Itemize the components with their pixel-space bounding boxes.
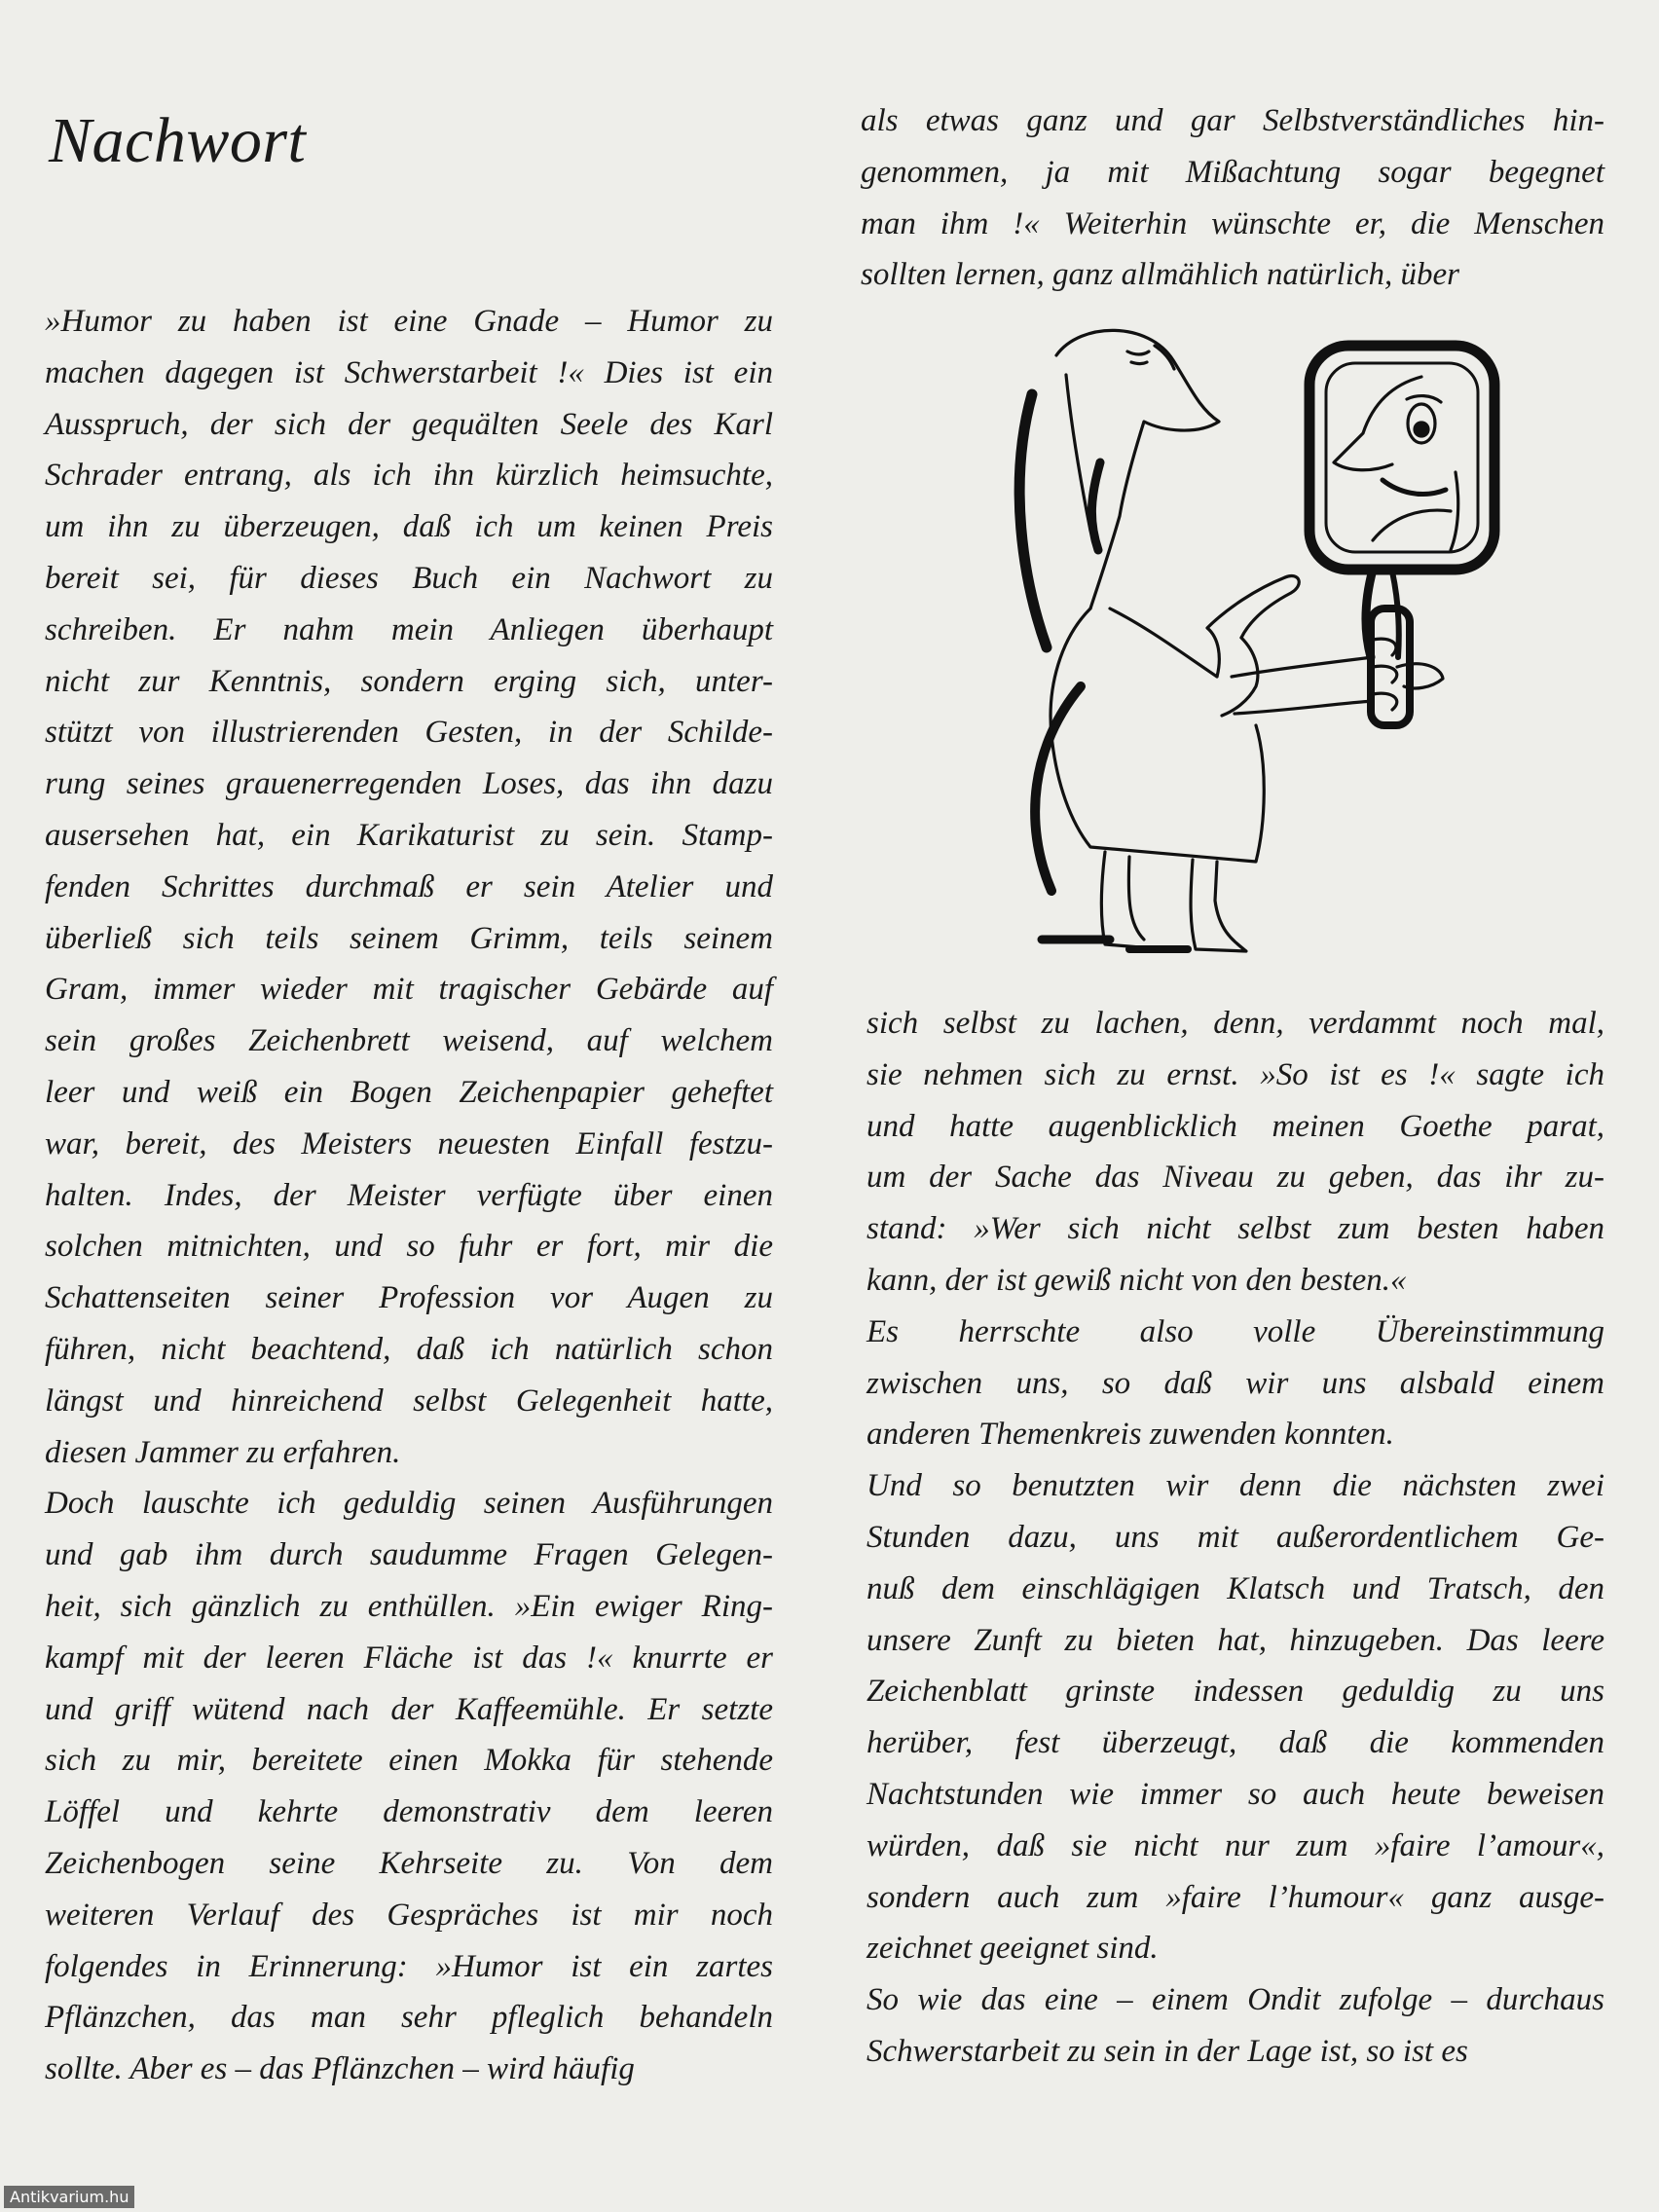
text-line: schreiben. Er nahm mein Anliegen überhaupt xyxy=(45,611,773,647)
paragraph xyxy=(45,1478,773,2095)
text-line: Stunden dazu, uns mit außerordentlichem Ge- xyxy=(866,1519,1604,1555)
right-column-top xyxy=(861,95,1604,301)
text-line: und hatte augenblicklich meinen Goethe parat, xyxy=(866,1108,1604,1144)
text-line: und griff wütend nach der Kaffeemühle. Er setzte xyxy=(45,1691,773,1727)
text-line: Doch lauschte ich geduldig seinen Ausführungen xyxy=(45,1486,773,1522)
text-line: und gab ihm durch saudumme Fragen Gelegen- xyxy=(45,1537,773,1573)
text-line: folgendes in Erinnerung: »Humor ist ein zartes xyxy=(45,1948,773,1984)
text-line: genommen, ja mit Mißachtung sogar begegnet xyxy=(861,154,1604,190)
text-line: kampf mit der leeren Fläche ist das !« knurrte er xyxy=(45,1640,773,1676)
paragraph xyxy=(866,1307,1604,1460)
text-line: sondern auch zum »faire l’humour« ganz ausge- xyxy=(866,1879,1604,1915)
text-line: sein großes Zeichenbrett weisend, auf welchem xyxy=(45,1023,773,1059)
text-line: stand: »Wer sich nicht selbst zum besten haben xyxy=(866,1211,1604,1247)
text-line: weiteren Verlauf des Gespräches ist mir noch xyxy=(45,1897,773,1933)
paragraph xyxy=(866,998,1604,1307)
text-line: heit, sich gänzlich zu enthüllen. »Ein ewiger Ring- xyxy=(45,1588,773,1624)
text-line: Ausspruch, der sich der gequälten Seele des Karl xyxy=(45,406,773,442)
text-line: um ihn zu überzeugen, daß ich um keinen Preis xyxy=(45,509,773,545)
text-line: Es herrschte also volle Übereinstimmung xyxy=(866,1313,1604,1349)
text-line: herüber, fest überzeugt, daß die kommenden xyxy=(866,1725,1604,1761)
paragraph xyxy=(866,1974,1604,2078)
text-line: stützt von illustrierenden Gesten, in der Schilde- xyxy=(45,715,773,751)
text-line: machen dagegen ist Schwerstarbeit !« Dies ist ein xyxy=(45,354,773,390)
text-line: Pflänzchen, das man sehr pfleglich behandeln xyxy=(45,2000,773,2036)
text-line: Zeichenbogen seine Kehrseite zu. Von dem xyxy=(45,1845,773,1881)
text-line: rung seines grauenerregenden Loses, das ihn dazu xyxy=(45,766,773,802)
text-line: Löffel und kehrte demonstrativ dem leeren xyxy=(45,1794,773,1830)
text-line: kann, der ist gewiß nicht von den besten.« xyxy=(866,1262,1407,1298)
text-line: bereit sei, für dieses Buch ein Nachwort zu xyxy=(45,560,773,596)
text-line: Schwerstarbeit zu sein in der Lage ist, so ist es xyxy=(866,2033,1468,2069)
text-line: war, bereit, des Meisters neuesten Einfall festzu- xyxy=(45,1125,773,1161)
text-line: unsere Zunft zu bieten hat, hinzugeben. Das leere xyxy=(866,1622,1604,1658)
text-line: überließ sich teils seinem Grimm, teils seinem xyxy=(45,920,773,956)
text-line: sich selbst zu lachen, denn, verdammt noch mal, xyxy=(866,1006,1604,1041)
text-line: So wie das eine – einem Ondit zufolge – durchaus xyxy=(866,1982,1604,2018)
text-line: um der Sache das Niveau zu geben, das ihr zu- xyxy=(866,1160,1604,1196)
text-line: leer und weiß ein Bogen Zeichenpapier geheftet xyxy=(45,1074,773,1110)
text-line: Zeichenblatt grinste indessen geduldig zu uns xyxy=(866,1674,1604,1710)
text-line: längst und hinreichend selbst Gelegenheit hatte, xyxy=(45,1382,773,1419)
text-line: sie nehmen sich zu ernst. »So ist es !« sagte ich xyxy=(866,1056,1604,1092)
right-column-bottom xyxy=(866,998,1604,2078)
text-line: Schrader entrang, als ich ihn kürzlich heimsuchte, xyxy=(45,458,773,494)
text-line: fenden Schrittes durchmaß er sein Atelier und xyxy=(45,868,773,904)
text-line: nuß dem einschlägigen Klatsch und Tratsch, den xyxy=(866,1570,1604,1606)
text-line: sollte. Aber es – das Pflänzchen – wird häufig xyxy=(45,2051,635,2087)
text-line: sich zu mir, bereitete einen Mokka für stehende xyxy=(45,1743,773,1779)
text-line: zeichnet geeignet sind. xyxy=(866,1931,1159,1967)
text-line: würden, daß sie nicht nur zum »faire l’amour«, xyxy=(866,1827,1604,1863)
text-line: anderen Themenkreis zuwenden konnten. xyxy=(866,1417,1394,1453)
text-line: halten. Indes, der Meister verfügte über einen xyxy=(45,1177,773,1213)
text-line: man ihm !« Weiterhin wünschte er, die Menschen xyxy=(861,205,1604,241)
left-column xyxy=(45,296,773,2095)
text-line: Und so benutzten wir denn die nächsten zwei xyxy=(866,1468,1604,1504)
text-line: führen, nicht beachtend, daß ich natürlich schon xyxy=(45,1331,773,1367)
text-line: zwischen uns, so daß wir uns alsbald einem xyxy=(866,1365,1604,1401)
watermark: Antikvarium.hu xyxy=(4,2186,134,2208)
cartoon-man-with-hand-mirror-icon xyxy=(964,316,1509,959)
page-title: Nachwort xyxy=(49,105,307,176)
text-line: diesen Jammer zu erfahren. xyxy=(45,1434,401,1470)
text-line: Nachtstunden wie immer so auch heute beweisen xyxy=(866,1776,1604,1812)
paragraph xyxy=(866,1460,1604,1974)
text-line: Gram, immer wieder mit tragischer Gebärde auf xyxy=(45,972,773,1008)
text-line: ausersehen hat, ein Karikaturist zu sein. Stamp- xyxy=(45,817,773,853)
text-line: solchen mitnichten, und so fuhr er fort, mir die xyxy=(45,1229,773,1265)
text-line: Schattenseiten seiner Profession vor Augen zu xyxy=(45,1280,773,1316)
text-line: als etwas ganz und gar Selbstverständliches hin- xyxy=(861,103,1604,138)
text-line: sollten lernen, ganz allmählich natürlich, über xyxy=(861,257,1460,293)
text-line: nicht zur Kenntnis, sondern erging sich, unter- xyxy=(45,663,773,699)
text-line: »Humor zu haben ist eine Gnade – Humor zu xyxy=(45,304,773,339)
paragraph xyxy=(861,95,1604,301)
paragraph xyxy=(45,296,773,1478)
